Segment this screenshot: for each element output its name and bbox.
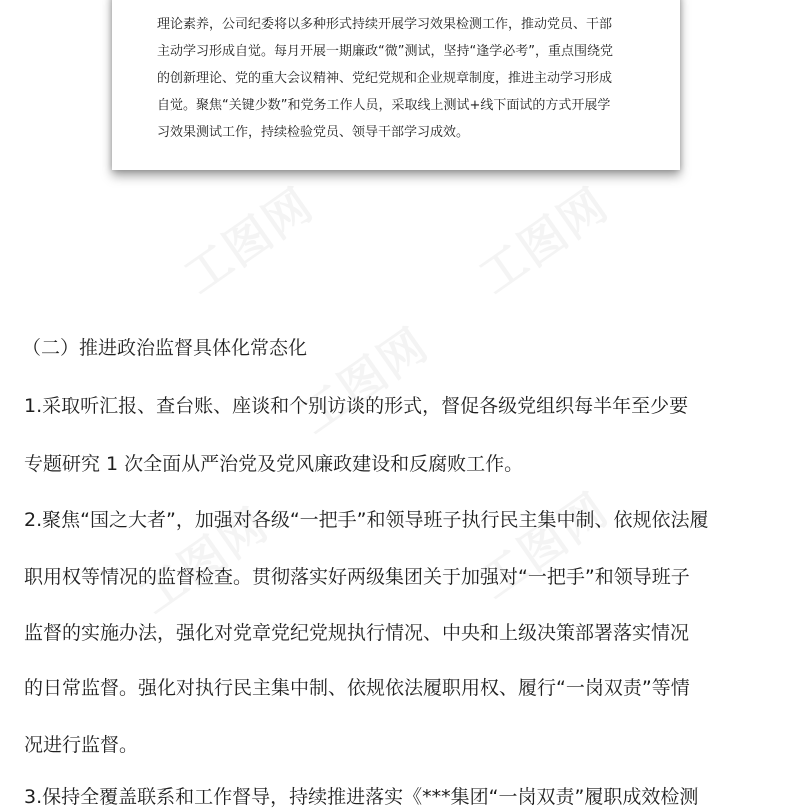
- card-text-line: 主动学习形成自觉。每月开展一期廉政“微”测试，坚持“逢学必考”，重点围绕党: [157, 44, 613, 59]
- watermark: [464, 170, 620, 307]
- watermark: [169, 170, 325, 307]
- paragraph-line: 况进行监督。: [24, 734, 139, 756]
- card-text-line: 习效果测试工作，持续检验党员、领导干部学习成效。: [157, 125, 470, 140]
- paragraph-line: 的日常监督。强化对执行民主集中制、依规依法履职用权、履行“一岗双责”等情: [24, 677, 690, 699]
- section-heading: （二）推进政治监督具体化常态化: [22, 337, 308, 359]
- quote-card: [112, 0, 680, 170]
- card-text-line: 自觉。聚焦“关键少数”和党务工作人员，采取线上测试+线下面试的方式开展学: [157, 98, 611, 113]
- watermark: [464, 475, 620, 612]
- paragraph-line: 职用权等情况的监督检查。贯彻落实好两级集团关于加强对“一把手”和领导班子: [24, 566, 690, 588]
- paragraph-line: 监督的实施办法，强化对党章党纪党规执行情况、中央和上级决策部署落实情况: [24, 622, 690, 644]
- watermark: [284, 310, 440, 447]
- paragraph-line: 3.保持全覆盖联系和工作督导，持续推进落实《***集团“一岗双责”履职成效检测: [24, 786, 699, 808]
- card-text-line: 的创新理论、党的重大会议精神、党纪党规和企业规章制度，推进主动学习形成: [157, 71, 613, 86]
- paragraph-line: 1.采取听汇报、查台账、座谈和个别访谈的形式，督促各级党组织每半年至少要: [24, 395, 689, 417]
- card-text-line: 理论素养，公司纪委将以多种形式持续开展学习效果检测工作，推动党员、干部: [157, 17, 613, 32]
- paragraph-line: 2.聚焦“国之大者”，加强对各级“一把手”和领导班子执行民主集中制、依规依法履: [24, 509, 709, 531]
- paragraph-line: 专题研究 1 次全面从严治党及党风廉政建设和反腐败工作。: [24, 453, 524, 475]
